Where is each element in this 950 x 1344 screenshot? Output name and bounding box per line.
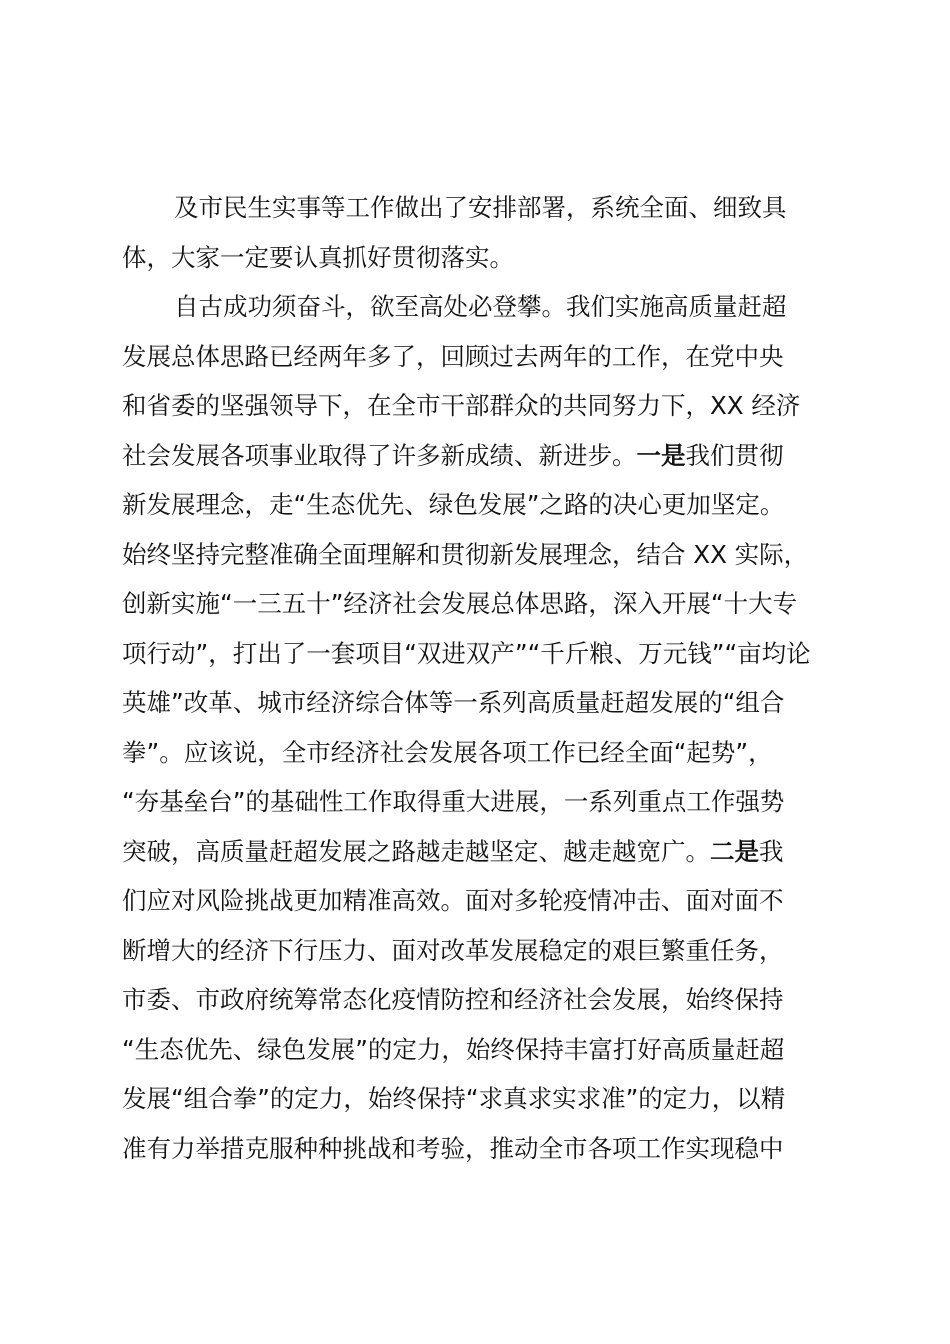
text-segment: 准有力举措克服种种挑战和考验，推动全市各项工作实现稳中 <box>122 1133 784 1163</box>
text-segment: 体，大家一定要认真抓好贯彻落实。 <box>122 242 514 272</box>
text-segment: 和省委的坚强领导下，在全市干部群众的共同努力下，XX 经济 <box>122 391 801 420</box>
text-line <box>122 777 842 827</box>
text-segment: 发展总体思路已经两年多了，回顾过去两年的工作，在党中央 <box>122 341 784 371</box>
text-segment: 们应对风险挑战更加精准高效。面对多轮疫情冲击、面对面不 <box>122 886 784 915</box>
text-line <box>122 876 842 926</box>
text-segment: 断增大的经济下行压力、面对改革发展稳定的艰巨繁重任务， <box>122 935 784 965</box>
text-line <box>122 282 842 332</box>
text-segment: 创新实施“一三五十”经济社会发展总体思路，深入开展“十大专 <box>122 589 798 618</box>
text-line <box>122 381 842 431</box>
text-segment: 始终坚持完整准确全面理解和贯彻新发展理念，结合 XX 实际， <box>122 539 809 569</box>
text-segment: 发展“组合拳”的定力，始终保持“求真求实求准”的定力，以精 <box>122 1084 786 1113</box>
text-segment: 突破，高质量赶超发展之路越走越坚定、越走越宽广。 <box>122 836 710 866</box>
body-text <box>122 183 842 1173</box>
bold-marker: 二是 <box>710 836 759 866</box>
text-segment: 我们贯彻 <box>685 440 784 470</box>
text-line <box>122 975 842 1025</box>
text-segment: 自古成功须奋斗，欲至高处必登攀。我们实施高质量赶超 <box>174 292 787 321</box>
text-segment: “夯基垒台”的基础性工作取得重大进展，一系列重点工作强势 <box>122 787 785 816</box>
text-segment: 及市民生实事等工作做出了安排部署，系统全面、细致具 <box>174 193 787 222</box>
text-line <box>122 1074 842 1124</box>
text-line <box>122 233 842 283</box>
text-line <box>122 629 842 679</box>
bold-marker: 一是 <box>636 440 686 470</box>
text-line <box>122 827 842 877</box>
text-segment: 拳”。应该说，全市经济社会发展各项工作已经全面“起势”， <box>122 737 773 767</box>
text-segment: 社会发展各项事业取得了许多新成绩、新进步。 <box>122 440 637 470</box>
text-line <box>122 579 842 629</box>
text-line <box>122 1124 842 1174</box>
text-line <box>122 183 842 233</box>
text-line <box>122 678 842 728</box>
text-segment: 项行动”，打出了一套项目“双进双产”“千斤粮、万元钱”“亩均论 <box>122 638 811 668</box>
text-segment: 新发展理念，走“生态优先、绿色发展”之路的决心更加坚定。 <box>122 490 785 519</box>
text-line <box>122 431 842 481</box>
text-line <box>122 728 842 778</box>
text-segment: “生态优先、绿色发展”的定力，始终保持丰富打好高质量赶超 <box>122 1034 785 1064</box>
text-segment: 英雄”改革、城市经济综合体等一系列高质量赶超发展的“组合 <box>122 688 785 717</box>
text-line <box>122 530 842 580</box>
text-line <box>122 926 842 976</box>
text-segment: 市委、市政府统筹常态化疫情防控和经济社会发展，始终保持 <box>122 985 784 1014</box>
text-line <box>122 480 842 530</box>
text-line <box>122 332 842 382</box>
text-segment: 我 <box>759 836 784 866</box>
text-line <box>122 1025 842 1075</box>
